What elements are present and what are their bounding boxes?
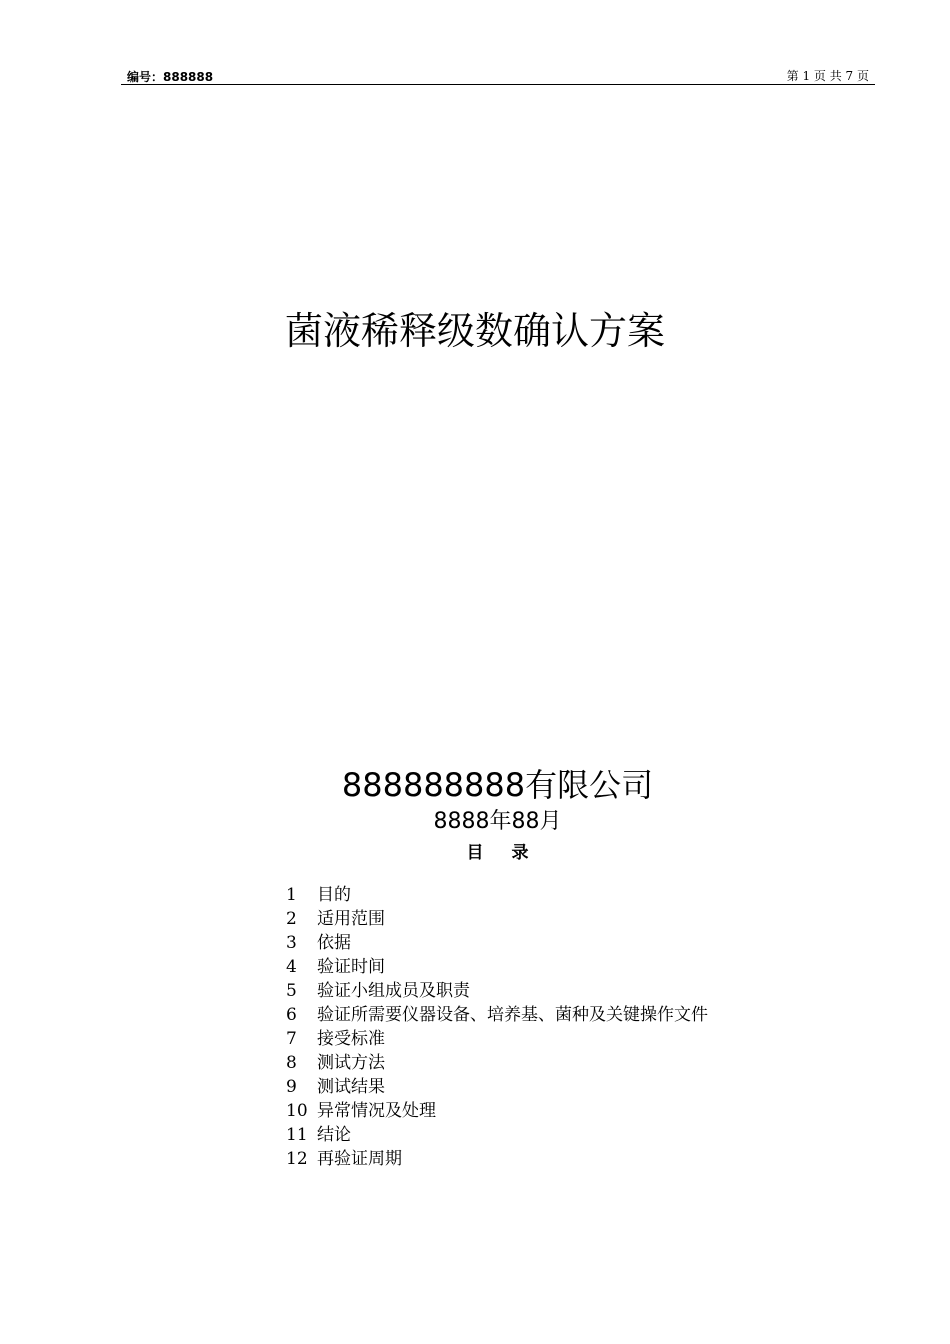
document-title: 菌液稀释级数确认方案 xyxy=(284,309,665,353)
toc-item-label: 再验证周期 xyxy=(317,1149,402,1169)
page-header xyxy=(121,66,875,85)
toc-item-number: 8 xyxy=(286,1053,297,1073)
table-of-contents xyxy=(286,883,708,1171)
toc-item xyxy=(286,979,708,1003)
toc-item-label: 接受标准 xyxy=(317,1029,385,1049)
toc-item xyxy=(286,907,708,931)
toc-item-number: 1 xyxy=(286,885,297,905)
toc-item xyxy=(286,1027,708,1051)
company-name: 888888888有限公司 xyxy=(341,766,654,804)
toc-item xyxy=(286,1123,708,1147)
toc-item-label: 目的 xyxy=(317,885,351,905)
toc-item-number: 3 xyxy=(286,933,297,953)
document-number: 编号：888888 xyxy=(127,70,214,84)
toc-item xyxy=(286,883,708,907)
toc-item xyxy=(286,931,708,955)
toc-item-number: 2 xyxy=(286,909,297,929)
toc-item-number: 9 xyxy=(286,1077,297,1097)
toc-item-label: 异常情况及处理 xyxy=(317,1101,436,1121)
page-indicator: 第 1 页 共 7 页 xyxy=(786,69,869,83)
toc-item-number: 4 xyxy=(286,957,297,977)
toc-item-label: 结论 xyxy=(317,1125,351,1145)
toc-item-number: 10 xyxy=(286,1101,308,1121)
toc-item-number: 6 xyxy=(286,1005,297,1025)
toc-item-number: 7 xyxy=(286,1029,297,1049)
toc-item-label: 测试结果 xyxy=(317,1077,385,1097)
toc-item-number: 12 xyxy=(286,1149,308,1169)
toc-item-number: 11 xyxy=(286,1125,308,1145)
toc-item-label: 依据 xyxy=(317,933,351,953)
document-date: 8888年88月 xyxy=(433,809,562,834)
toc-item xyxy=(286,1075,708,1099)
toc-item-label: 验证所需要仪器设备、培养基、菌种及关键操作文件 xyxy=(317,1005,708,1025)
toc-item xyxy=(286,1051,708,1075)
toc-item-number: 5 xyxy=(286,981,297,1001)
toc-item-label: 验证时间 xyxy=(317,957,385,977)
toc-item xyxy=(286,1147,708,1171)
toc-item xyxy=(286,1003,708,1027)
toc-item xyxy=(286,955,708,979)
toc-item-label: 验证小组成员及职责 xyxy=(317,981,470,1001)
toc-heading: 目录 xyxy=(466,843,557,863)
toc-item-label: 适用范围 xyxy=(317,909,385,929)
toc-item-label: 测试方法 xyxy=(317,1053,385,1073)
toc-item xyxy=(286,1099,708,1123)
